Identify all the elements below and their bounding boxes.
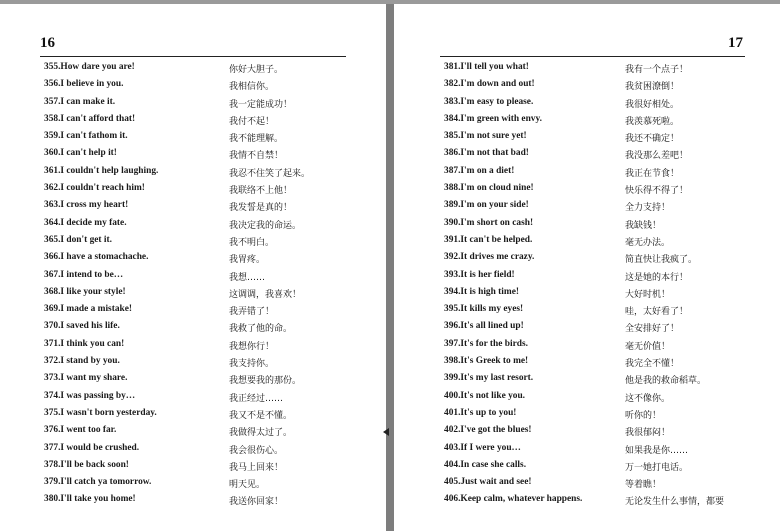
chinese-translation: 我贫困潦倒！	[625, 82, 680, 93]
chinese-translation: 这不像你。	[625, 393, 671, 404]
chinese-translation: 我缺钱！	[625, 220, 662, 231]
phrase-entry	[0, 164, 386, 181]
english-phrase: 375.I wasn't born yesterday.	[44, 407, 157, 418]
english-phrase: 357.I can make it.	[44, 96, 116, 107]
chinese-translation: 我又不是不懂。	[229, 410, 293, 421]
english-phrase: 404.In case she calls.	[444, 459, 527, 470]
english-phrase: 383.I'm easy to please.	[444, 96, 534, 107]
chinese-translation: 我想……	[229, 272, 266, 283]
phrase-entry	[0, 181, 386, 198]
english-phrase: 378.I'll be back soon!	[44, 459, 129, 470]
phrase-entry	[0, 285, 386, 302]
phrase-entry	[0, 77, 386, 94]
chinese-translation: 我还不确定！	[625, 134, 680, 145]
phrase-entry	[394, 268, 780, 285]
english-phrase: 372.I stand by you.	[44, 356, 120, 367]
phrase-entry	[394, 475, 780, 492]
phrase-entry	[394, 337, 780, 354]
phrase-entry	[394, 164, 780, 181]
english-phrase: 390.I'm short on cash!	[444, 217, 534, 228]
phrase-entry	[394, 389, 780, 406]
phrase-entry	[394, 285, 780, 302]
phrase-entry	[394, 129, 780, 146]
chinese-translation: 毫无价值！	[625, 341, 671, 352]
english-phrase: 395.It kills my eyes!	[444, 304, 524, 315]
phrase-entry	[394, 181, 780, 198]
phrase-entry	[0, 441, 386, 458]
phrase-entry	[0, 406, 386, 423]
chinese-translation: 万一她打电话。	[625, 462, 689, 473]
phrase-entry	[0, 95, 386, 112]
phrase-entry	[0, 475, 386, 492]
chinese-translation: 我忍不住笑了起来。	[229, 168, 311, 179]
english-phrase: 358.I can't afford that!	[44, 113, 136, 124]
chinese-translation: 无论发生什么事情，都要	[625, 497, 725, 508]
chinese-translation: 明天见。	[229, 480, 266, 491]
english-phrase: 359.I can't fathom it.	[44, 131, 128, 142]
english-phrase: 370.I saved his life.	[44, 321, 120, 332]
english-phrase: 355.How dare you are!	[44, 62, 135, 72]
english-phrase: 384.I'm green with envy.	[444, 113, 543, 124]
phrase-entry	[0, 146, 386, 163]
phrase-entry	[394, 423, 780, 440]
chinese-translation: 我付不起！	[229, 116, 275, 127]
english-phrase: 393.It is her field!	[444, 269, 515, 280]
chinese-translation: 我情不自禁！	[229, 151, 284, 162]
english-phrase: 386.I'm not that bad!	[444, 148, 529, 159]
phrase-entry	[0, 60, 386, 77]
english-phrase: 400.It's not like you.	[444, 390, 526, 401]
english-phrase: 381.I'll tell you what!	[444, 62, 529, 72]
chinese-translation: 等着瞧！	[625, 480, 662, 491]
chinese-translation: 我做得太过了。	[229, 428, 293, 439]
english-phrase: 382.I'm down and out!	[444, 79, 535, 90]
english-phrase: 388.I'm on cloud nine!	[444, 183, 534, 194]
phrase-entry	[394, 492, 780, 509]
phrase-entry	[394, 250, 780, 267]
chinese-translation: 我没那么差吧！	[625, 151, 689, 162]
chinese-translation: 我马上回来！	[229, 462, 284, 473]
english-phrase: 398.It's Greek to me!	[444, 356, 529, 367]
phrase-entry	[0, 233, 386, 250]
english-phrase: 356.I believe in you.	[44, 79, 124, 90]
english-phrase: 394.It is high time!	[444, 286, 519, 297]
chinese-translation: 我送你回家！	[229, 497, 284, 508]
chinese-translation: 毫无办法。	[625, 237, 671, 248]
phrase-entry	[0, 319, 386, 336]
english-phrase: 396.It's all lined up!	[444, 321, 524, 332]
chinese-translation: 简直快让我疯了。	[625, 255, 698, 266]
phrase-entry	[394, 458, 780, 475]
phrase-entry	[394, 319, 780, 336]
phrase-entry	[394, 198, 780, 215]
phrase-entry	[0, 423, 386, 440]
phrase-entry	[0, 337, 386, 354]
phrase-entry	[394, 441, 780, 458]
chinese-translation: 我一定能成功！	[229, 99, 293, 110]
english-phrase: 360.I can't help it!	[44, 148, 117, 159]
chinese-translation: 我想你行！	[229, 341, 275, 352]
chinese-translation: 我支持你。	[229, 359, 275, 370]
chinese-translation: 我很好相处。	[625, 99, 680, 110]
english-phrase: 374.I was passing by…	[44, 390, 136, 401]
phrase-entry	[0, 112, 386, 129]
english-phrase: 376.I went too far.	[44, 425, 117, 436]
english-phrase: 363.I cross my heart!	[44, 200, 129, 211]
phrase-entry	[0, 129, 386, 146]
chinese-translation: 我联络不上他！	[229, 186, 293, 197]
chinese-translation: 我救了他的命。	[229, 324, 293, 335]
chinese-translation: 我想要我的那份。	[229, 376, 302, 387]
chinese-translation: 我很郁闷！	[625, 428, 671, 439]
chinese-translation: 这是她的本行！	[625, 272, 689, 283]
chinese-translation: 全安排好了！	[625, 324, 680, 335]
english-phrase: 365.I don't get it.	[44, 234, 112, 245]
phrase-list-left	[0, 60, 386, 510]
phrase-entry	[0, 458, 386, 475]
phrase-list-right	[394, 60, 780, 510]
phrase-entry	[0, 216, 386, 233]
english-phrase: 366.I have a stomachache.	[44, 252, 149, 263]
english-phrase: 405.Just wait and see!	[444, 477, 532, 488]
english-phrase: 392.It drives me crazy.	[444, 252, 535, 263]
book-fold	[386, 4, 394, 531]
chinese-translation: 大好时机！	[625, 289, 671, 300]
chinese-translation: 我发誓是真的！	[229, 203, 293, 214]
english-phrase: 371.I think you can!	[44, 338, 125, 349]
chinese-translation: 哇，太好看了！	[625, 307, 689, 318]
phrase-entry	[394, 95, 780, 112]
phrase-entry	[394, 216, 780, 233]
english-phrase: 362.I couldn't reach him!	[44, 183, 145, 194]
english-phrase: 361.I couldn't help laughing.	[44, 165, 159, 176]
english-phrase: 379.I'll catch ya tomorrow.	[44, 477, 152, 488]
english-phrase: 406.Keep calm, whatever happens.	[444, 494, 583, 505]
phrase-entry	[394, 60, 780, 77]
phrase-entry	[394, 302, 780, 319]
english-phrase: 389.I'm on your side!	[444, 200, 529, 211]
phrase-entry	[0, 250, 386, 267]
phrase-entry	[0, 492, 386, 509]
english-phrase: 399.It's my last resort.	[444, 373, 534, 384]
chinese-translation: 他是我的救命稻草。	[625, 376, 707, 387]
chinese-translation: 我会很伤心。	[229, 445, 284, 456]
english-phrase: 373.I want my share.	[44, 373, 128, 384]
chinese-translation: 听你的！	[625, 410, 662, 421]
phrase-entry	[394, 233, 780, 250]
phrase-entry	[0, 354, 386, 371]
chinese-translation: 我正在节食！	[625, 168, 680, 179]
phrase-entry	[0, 268, 386, 285]
chinese-translation: 我弄错了！	[229, 307, 275, 318]
phrase-entry	[394, 77, 780, 94]
chinese-translation: 这调调，我喜欢！	[229, 289, 302, 300]
left-page	[0, 4, 386, 531]
english-phrase: 402.I've got the blues!	[444, 425, 532, 436]
fold-marker-icon	[383, 428, 389, 436]
chinese-translation: 我正经过……	[229, 393, 284, 404]
header-rule-right	[440, 56, 745, 57]
english-phrase: 369.I made a mistake!	[44, 304, 133, 315]
english-phrase: 387.I'm on a diet!	[444, 165, 515, 176]
chinese-translation: 我完全不懂！	[625, 359, 680, 370]
phrase-entry	[0, 389, 386, 406]
chinese-translation: 我相信你。	[229, 82, 275, 93]
chinese-translation: 我决定我的命运。	[229, 220, 302, 231]
phrase-entry	[0, 302, 386, 319]
phrase-entry	[0, 371, 386, 388]
phrase-entry	[394, 112, 780, 129]
english-phrase: 391.It can't be helped.	[444, 234, 533, 245]
chinese-translation: 我不能理解。	[229, 134, 284, 145]
english-phrase: 401.It's up to you!	[444, 407, 517, 418]
chinese-translation: 我不明白。	[229, 237, 275, 248]
chinese-translation: 我有一个点子！	[625, 65, 689, 75]
header-rule-left	[40, 56, 346, 57]
english-phrase: 367.I intend to be…	[44, 269, 124, 280]
chinese-translation: 我胃疼。	[229, 255, 266, 266]
chinese-translation: 我羡慕死啦。	[625, 116, 680, 127]
page-number-left: 16	[40, 35, 55, 51]
chinese-translation: 全力支持！	[625, 203, 671, 214]
english-phrase: 364.I decide my fate.	[44, 217, 127, 228]
english-phrase: 380.I'll take you home!	[44, 494, 136, 505]
english-phrase: 377.I would be crushed.	[44, 442, 140, 453]
chinese-translation: 如果我是你……	[625, 445, 689, 456]
right-page	[394, 4, 780, 531]
english-phrase: 397.It's for the birds.	[444, 338, 528, 349]
phrase-entry	[394, 146, 780, 163]
chinese-translation: 快乐得不得了！	[625, 186, 689, 197]
english-phrase: 368.I like your style!	[44, 286, 126, 297]
phrase-entry	[394, 406, 780, 423]
chinese-translation: 你好大胆子。	[229, 65, 284, 75]
english-phrase: 403.If I were you…	[444, 442, 521, 453]
english-phrase: 385.I'm not sure yet!	[444, 131, 527, 142]
phrase-entry	[394, 371, 780, 388]
page-number-right: 17	[728, 35, 743, 51]
phrase-entry	[0, 198, 386, 215]
phrase-entry	[394, 354, 780, 371]
